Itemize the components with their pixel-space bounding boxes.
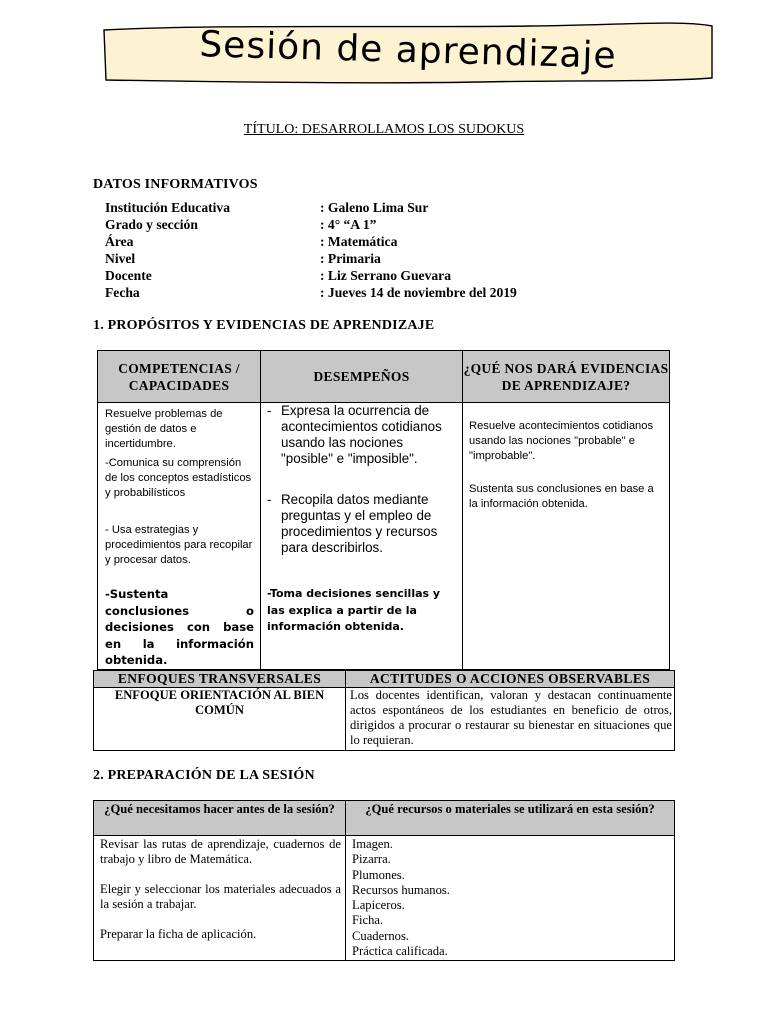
recursos-cell xyxy=(346,836,675,961)
competencias-cell xyxy=(98,403,261,670)
desempeno-bold-text: -Toma decisiones sencillas y las explica a partir de la información obtenida. xyxy=(267,587,441,633)
info-value: : Liz Serrano Guevara xyxy=(320,268,452,283)
desempeno-dash: - xyxy=(267,492,272,507)
datos-heading: DATOS INFORMATIVOS xyxy=(93,177,258,192)
enfoques-header: ENFOQUES TRANSVERSALES xyxy=(94,671,346,688)
competencia-text: -Sustenta conclusiones o decisiones con base en la información obtenida. xyxy=(105,587,254,667)
desempenos-header: DESEMPEÑOS xyxy=(261,351,463,403)
evidencias-header: ¿QUÉ NOS DARÁ EVIDENCIAS DE APRENDIZAJE? xyxy=(463,351,670,403)
recurso-item: Lapiceros. xyxy=(352,898,405,913)
desempenos-cell xyxy=(261,403,463,670)
evidencias-cell xyxy=(463,403,670,670)
recurso-item: Imagen. xyxy=(352,837,393,851)
antes-text: Preparar la ficha de aplicación. xyxy=(100,927,257,941)
antes-text: Elegir y seleccionar los materiales adecuados a la sesión a trabajar. xyxy=(100,882,341,911)
enfoque-cell: ENFOQUE ORIENTACIÓN AL BIEN COMÚN xyxy=(94,688,346,751)
recurso-item: Pizarra. xyxy=(352,852,391,867)
antes-header: ¿Qué necesitamos hacer antes de la sesión? xyxy=(94,801,346,836)
actitudes-header: ACTITUDES O ACCIONES OBSERVABLES xyxy=(346,671,675,688)
info-value: : Matemática xyxy=(320,234,398,249)
antes-text: Revisar las rutas de aprendizaje, cuadernos de trabajo y libro de Matemática. xyxy=(100,837,341,866)
desempeno-item xyxy=(267,403,454,467)
recurso-item: Ficha. xyxy=(352,913,384,928)
info-value: : Jueves 14 de noviembre del 2019 xyxy=(320,285,517,300)
antes-cell xyxy=(94,836,346,961)
competencias-header: COMPETENCIAS / CAPACIDADES xyxy=(98,351,261,403)
evidencia-text: Resuelve acontecimientos cotidianos usando las nociones "probable" e "improbable". xyxy=(469,420,654,462)
recurso-item: Cuadernos. xyxy=(352,928,410,943)
propositos-table xyxy=(97,350,670,670)
info-value: : Primaria xyxy=(320,251,381,266)
document-title: TÍTULO: DESARROLLAMOS LOS SUDOKUS xyxy=(243,122,525,137)
recursos-header: ¿Qué recursos o materiales se utilizará en esta sesión? xyxy=(346,801,675,836)
info-label: Grado y sección xyxy=(105,217,198,232)
title-banner xyxy=(100,22,716,84)
competencia-text: Resuelve problemas de gestión de datos e incertidumbre. xyxy=(105,408,223,450)
recurso-item: Recursos humanos. xyxy=(352,882,450,897)
desempeno-text: Expresa la ocurrencia de acontecimientos cotidianos usando las nociones "posible" e "imposible". xyxy=(281,403,442,466)
competencia-text: -Comunica su comprensión de los conceptos estadísticos y probabilísticos xyxy=(105,457,252,499)
evidencia-text: Sustenta sus conclusiones en base a la información obtenida. xyxy=(469,483,654,510)
info-label: Institución Educativa xyxy=(105,200,231,215)
banner-title: Sesión de aprendizaje xyxy=(198,24,618,77)
info-label: Nivel xyxy=(105,251,136,266)
recurso-item: Plumones. xyxy=(352,867,405,882)
desempeno-dash: - xyxy=(267,403,272,418)
info-label: Fecha xyxy=(105,285,140,300)
info-value: : 4° “A 1” xyxy=(320,217,377,232)
info-label: Docente xyxy=(105,268,152,283)
desempeno-item xyxy=(267,492,454,556)
info-label: Área xyxy=(105,234,134,249)
section2-heading: 2. PREPARACIÓN DE LA SESIÓN xyxy=(93,768,315,783)
section1-heading: 1. PROPÓSITOS Y EVIDENCIAS DE APRENDIZAJE xyxy=(93,318,435,333)
desempeno-text: Recopila datos mediante preguntas y el empleo de procedimientos y recursos para describirlos. xyxy=(281,492,438,555)
recurso-item: Práctica calificada. xyxy=(352,944,448,959)
enfoques-table xyxy=(93,670,675,751)
info-value: : Galeno Lima Sur xyxy=(320,200,429,215)
preparacion-table xyxy=(93,800,675,961)
actitud-cell: Los docentes identifican, valoran y destacan continuamente actos espontáneos de los estudiantes en beneficio de otros, dirigidos a procurar o restaurar su bienestar en situaciones que lo requieran. xyxy=(346,688,675,751)
competencia-text: - Usa estrategias y procedimientos para recopilar y procesar datos. xyxy=(105,524,253,566)
